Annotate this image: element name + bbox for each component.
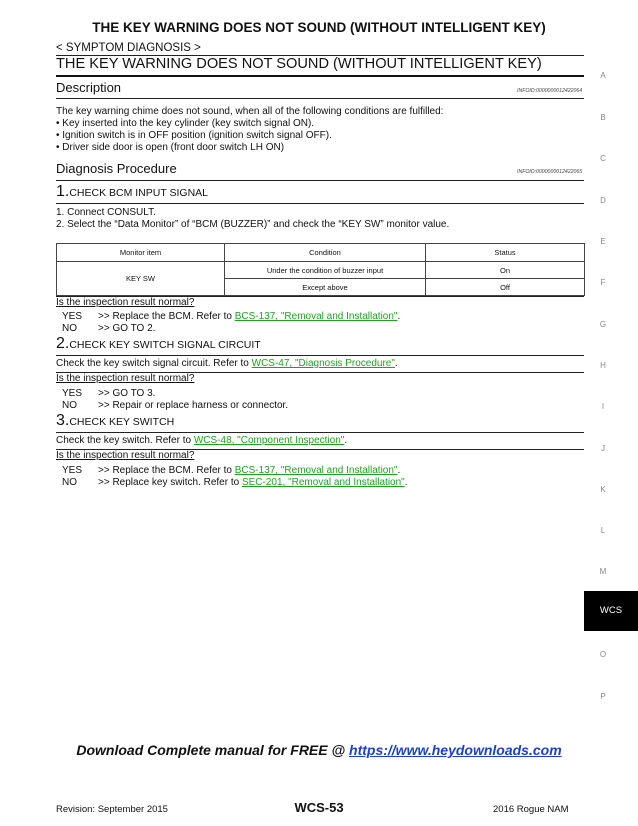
table-cell-monitor-item: KEY SW — [57, 262, 225, 296]
bcs-137-link[interactable]: BCS-137, "Removal and Installation" — [234, 311, 398, 322]
side-index-wcs-active[interactable]: WCS — [584, 591, 638, 631]
table-header-cell: Monitor item — [57, 244, 225, 262]
step1-rule — [56, 203, 584, 204]
description-infoid: INFOID:0000000012422064 — [517, 88, 583, 94]
step1-question: Is the inspection result normal? — [56, 297, 195, 308]
description-body — [56, 106, 443, 154]
step2-question: Is the inspection result normal? — [56, 373, 195, 384]
step1-number: 1. — [56, 183, 70, 200]
table-header-row — [57, 244, 585, 262]
step3-title — [56, 412, 174, 430]
page-title: THE KEY WARNING DOES NOT SOUND (WITHOUT INTELLIGENT KEY) — [56, 56, 542, 72]
step2-yes-text: >> GO TO 3. — [98, 388, 156, 399]
description-intro: The key warning chime does not sound, when all of the following conditions are fulfilled: — [56, 106, 444, 117]
step1-item: 1. Connect CONSULT. — [56, 207, 156, 218]
side-index-d[interactable]: D — [600, 196, 606, 205]
footer-page-number: WCS-53 — [294, 800, 344, 815]
side-index-o[interactable]: O — [599, 650, 607, 659]
wcs-47-link[interactable]: WCS-47, "Diagnosis Procedure" — [251, 358, 395, 369]
step3-number: 3. — [56, 412, 70, 429]
step1-no-label: NO — [62, 323, 77, 334]
table-cell-status: Off — [426, 279, 585, 296]
description-bullet: • Driver side door is open (front door switch LH ON) — [56, 142, 285, 153]
step3-title-text: CHECK KEY SWITCH — [69, 416, 175, 428]
step1-no-text: >> GO TO 2. — [98, 323, 156, 334]
title-rule — [56, 75, 584, 77]
table-header-cell: Condition — [225, 244, 426, 262]
bcs-137-link[interactable]: BCS-137, "Removal and Installation" — [234, 465, 398, 476]
footer-revision: Revision: September 2015 — [56, 804, 168, 815]
table-cell-condition: Except above — [225, 279, 426, 296]
wcs-48-link[interactable]: WCS-48, "Component Inspection" — [193, 435, 345, 446]
side-index-p[interactable]: P — [600, 692, 606, 701]
download-banner: Download Complete manual for FREE @ https://www.heydownloads.com — [76, 742, 562, 758]
side-index-b[interactable]: B — [600, 113, 606, 122]
table-row — [57, 262, 585, 279]
side-index-c[interactable]: C — [600, 154, 606, 163]
side-index-k[interactable]: K — [600, 485, 606, 494]
step3-rule — [56, 432, 584, 433]
side-index-f[interactable]: F — [600, 278, 606, 287]
procedure-rule — [56, 180, 584, 181]
side-index-a[interactable]: A — [600, 71, 606, 80]
side-index-e[interactable]: E — [600, 237, 606, 246]
step1-yes-text: >> Replace the BCM. Refer to BCS-137, "Removal and Installation". — [98, 311, 401, 322]
step2-yes-label: YES — [62, 388, 83, 399]
step1-item: 2. Select the “Data Monitor” of “BCM (BUZZER)” and check the “KEY SW” monitor value. — [56, 219, 450, 230]
step3-yes-text: >> Replace the BCM. Refer to BCS-137, "Removal and Installation". — [98, 465, 401, 476]
step1-yes-label: YES — [62, 311, 83, 322]
step2-number: 2. — [56, 335, 70, 352]
step2-text: Check the key switch signal circuit. Refer to WCS-47, "Diagnosis Procedure". — [56, 358, 398, 369]
description-rule — [56, 98, 584, 99]
side-index-h[interactable]: H — [600, 361, 606, 370]
step3-no-label: NO — [62, 477, 77, 488]
sec-201-link[interactable]: SEC-201, "Removal and Installation" — [241, 477, 405, 488]
side-index-g[interactable]: G — [599, 320, 607, 329]
step2-rule — [56, 355, 584, 356]
side-index-l[interactable]: L — [600, 526, 606, 535]
step3-text: Check the key switch. Refer to WCS-48, "Component Inspection". — [56, 435, 348, 446]
description-heading: Description — [56, 80, 122, 95]
procedure-infoid: INFOID:0000000012422065 — [517, 169, 583, 175]
description-bullet: • Ignition switch is in OFF position (ignition switch signal OFF). — [56, 130, 332, 141]
document-top-title: THE KEY WARNING DOES NOT SOUND (WITHOUT INTELLIGENT KEY) — [92, 20, 546, 35]
step3-no-text: >> Replace key switch. Refer to SEC-201, "Removal and Installation". — [98, 477, 408, 488]
step2-title — [56, 335, 261, 353]
download-link[interactable]: https://www.heydownloads.com — [349, 742, 562, 758]
description-bullet: • Key inserted into the key cylinder (key switch signal ON). — [56, 118, 315, 129]
step3-question: Is the inspection result normal? — [56, 450, 195, 461]
step1-title-text: CHECK BCM INPUT SIGNAL — [69, 187, 209, 199]
step2-title-text: CHECK KEY SWITCH SIGNAL CIRCUIT — [69, 339, 261, 351]
procedure-heading: Diagnosis Procedure — [56, 161, 177, 176]
step3-yes-label: YES — [62, 465, 83, 476]
table-header-cell: Status — [426, 244, 585, 262]
step2-no-label: NO — [62, 400, 77, 411]
table-cell-status: On — [426, 262, 585, 279]
side-index-m[interactable]: M — [599, 567, 607, 576]
step2-no-text: >> Repair or replace harness or connector. — [98, 400, 289, 411]
table-cell-condition: Under the condition of buzzer input — [225, 262, 426, 279]
side-index-j[interactable]: J — [601, 444, 605, 453]
side-index-i[interactable]: I — [601, 402, 605, 411]
step1-title — [56, 183, 208, 201]
breadcrumb: < SYMPTOM DIAGNOSIS > — [56, 42, 201, 54]
monitor-table — [56, 243, 585, 296]
footer-model: 2016 Rogue NAM — [493, 804, 569, 815]
